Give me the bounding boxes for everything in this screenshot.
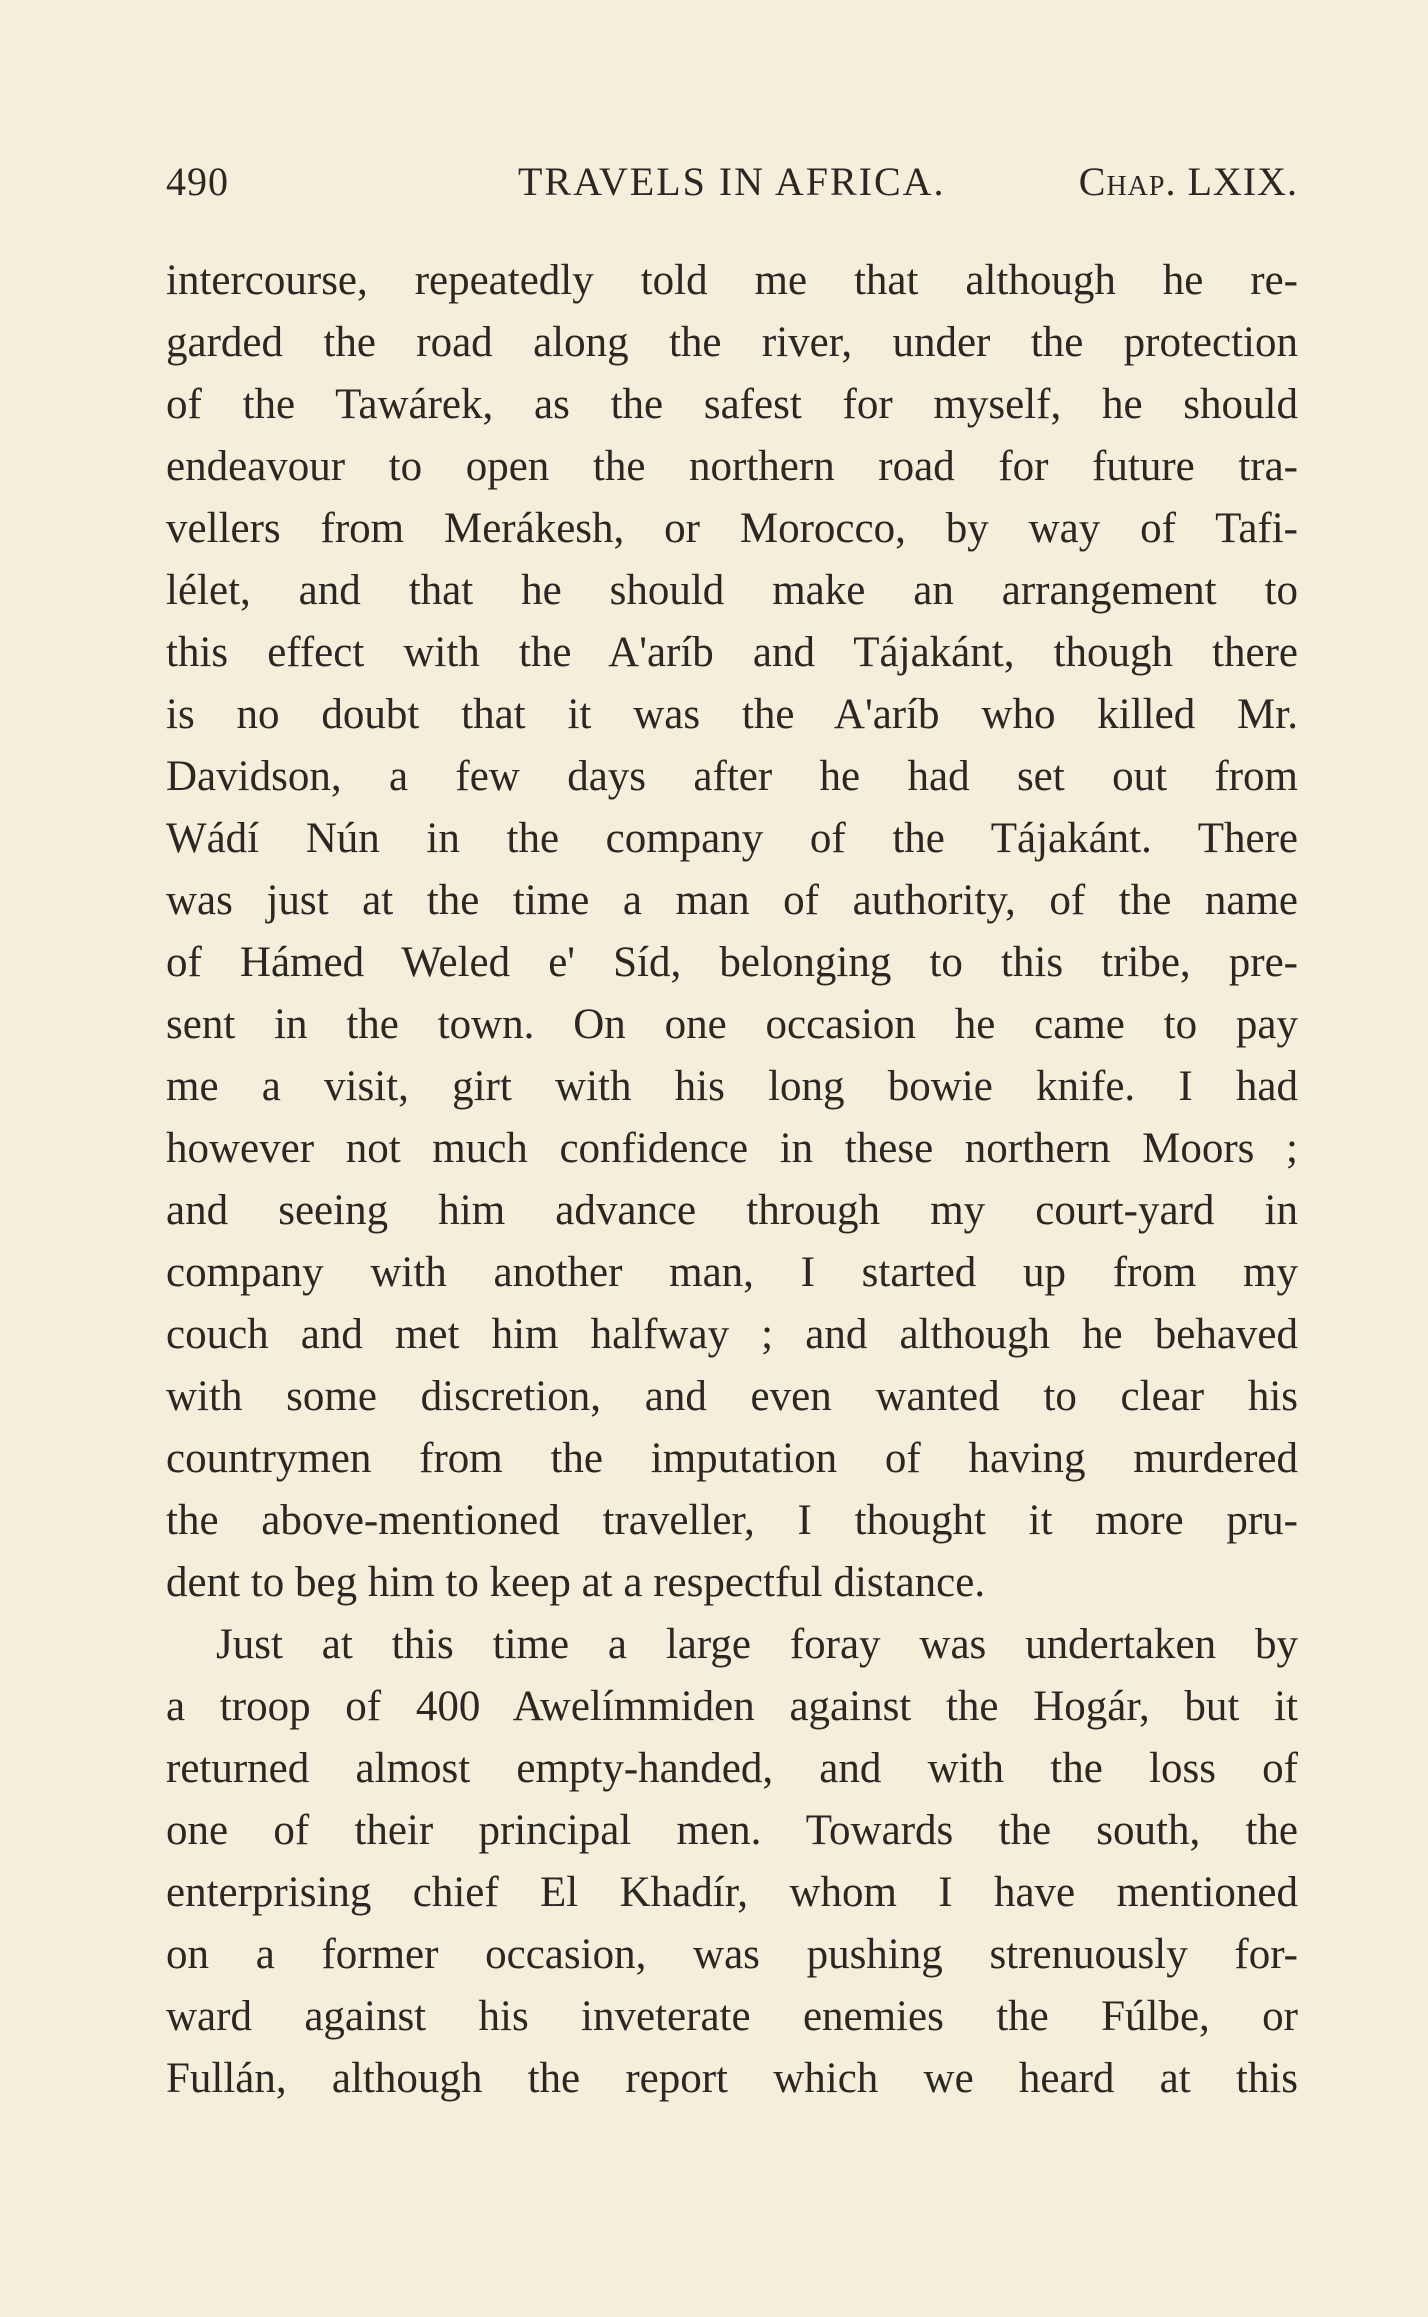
text-line: and seeing him advance through my court-yard in <box>166 1187 1298 1234</box>
text-line: one of their principal men. Towards the south, the <box>166 1807 1298 1854</box>
page-number: 490 <box>166 159 229 204</box>
text-line: intercourse, repeatedly told me that although he re- <box>166 257 1298 304</box>
paragraph-start-line: Just at this time a large foray was undertaken by <box>216 1621 1298 1668</box>
text-line: of the Tawárek, as the safest for myself, he should <box>166 381 1298 428</box>
text-line: vellers from Merákesh, or Morocco, by way of Tafi- <box>166 505 1298 552</box>
text-line: ward against his inveterate enemies the Fúlbe, or <box>166 1993 1298 2040</box>
text-line: garded the road along the river, under the protection <box>166 319 1298 366</box>
text-line: returned almost empty-handed, and with the loss of <box>166 1745 1298 1792</box>
paragraph-end-line: dent to beg him to keep at a respectful distance. <box>166 1559 986 1606</box>
text-line: a troop of 400 Awelímmiden against the Hogár, but it <box>166 1683 1298 1730</box>
text-line: enterprising chief El Khadír, whom I have mentioned <box>166 1869 1298 1916</box>
text-line: Wádí Nún in the company of the Tájakánt. There <box>166 815 1298 862</box>
text-line: this effect with the A'aríb and Tájakánt, though there <box>166 629 1298 676</box>
text-line: Davidson, a few days after he had set out from <box>166 753 1298 800</box>
text-line: company with another man, I started up from my <box>166 1249 1298 1296</box>
text-line: me a visit, girt with his long bowie knife. I had <box>166 1063 1298 1110</box>
text-line: Fullán, although the report which we heard at this <box>166 2055 1298 2102</box>
running-title: TRAVELS IN AFRICA. <box>518 159 946 204</box>
text-line: on a former occasion, was pushing strenuously for- <box>166 1931 1298 1978</box>
text-line: endeavour to open the northern road for future tra- <box>166 443 1298 490</box>
text-line: with some discretion, and even wanted to clear his <box>166 1373 1298 1420</box>
text-line: of Hámed Weled e' Síd, belonging to this tribe, pre- <box>166 939 1298 986</box>
text-line: the above-mentioned traveller, I thought it more pru- <box>166 1497 1298 1544</box>
text-line: lélet, and that he should make an arrangement to <box>166 567 1298 614</box>
body-text <box>166 250 1298 2110</box>
chapter-label: Chap. LXIX. <box>1078 159 1298 204</box>
text-line: was just at the time a man of authority, of the name <box>166 877 1298 924</box>
text-line: however not much confidence in these northern Moors ; <box>166 1125 1298 1172</box>
page-header <box>166 158 1298 214</box>
text-line: couch and met him halfway ; and although he behaved <box>166 1311 1298 1358</box>
text-line: sent in the town. On one occasion he came to pay <box>166 1001 1298 1048</box>
text-line: is no doubt that it was the A'aríb who killed Mr. <box>166 691 1298 738</box>
text-line: countrymen from the imputation of having murdered <box>166 1435 1298 1482</box>
